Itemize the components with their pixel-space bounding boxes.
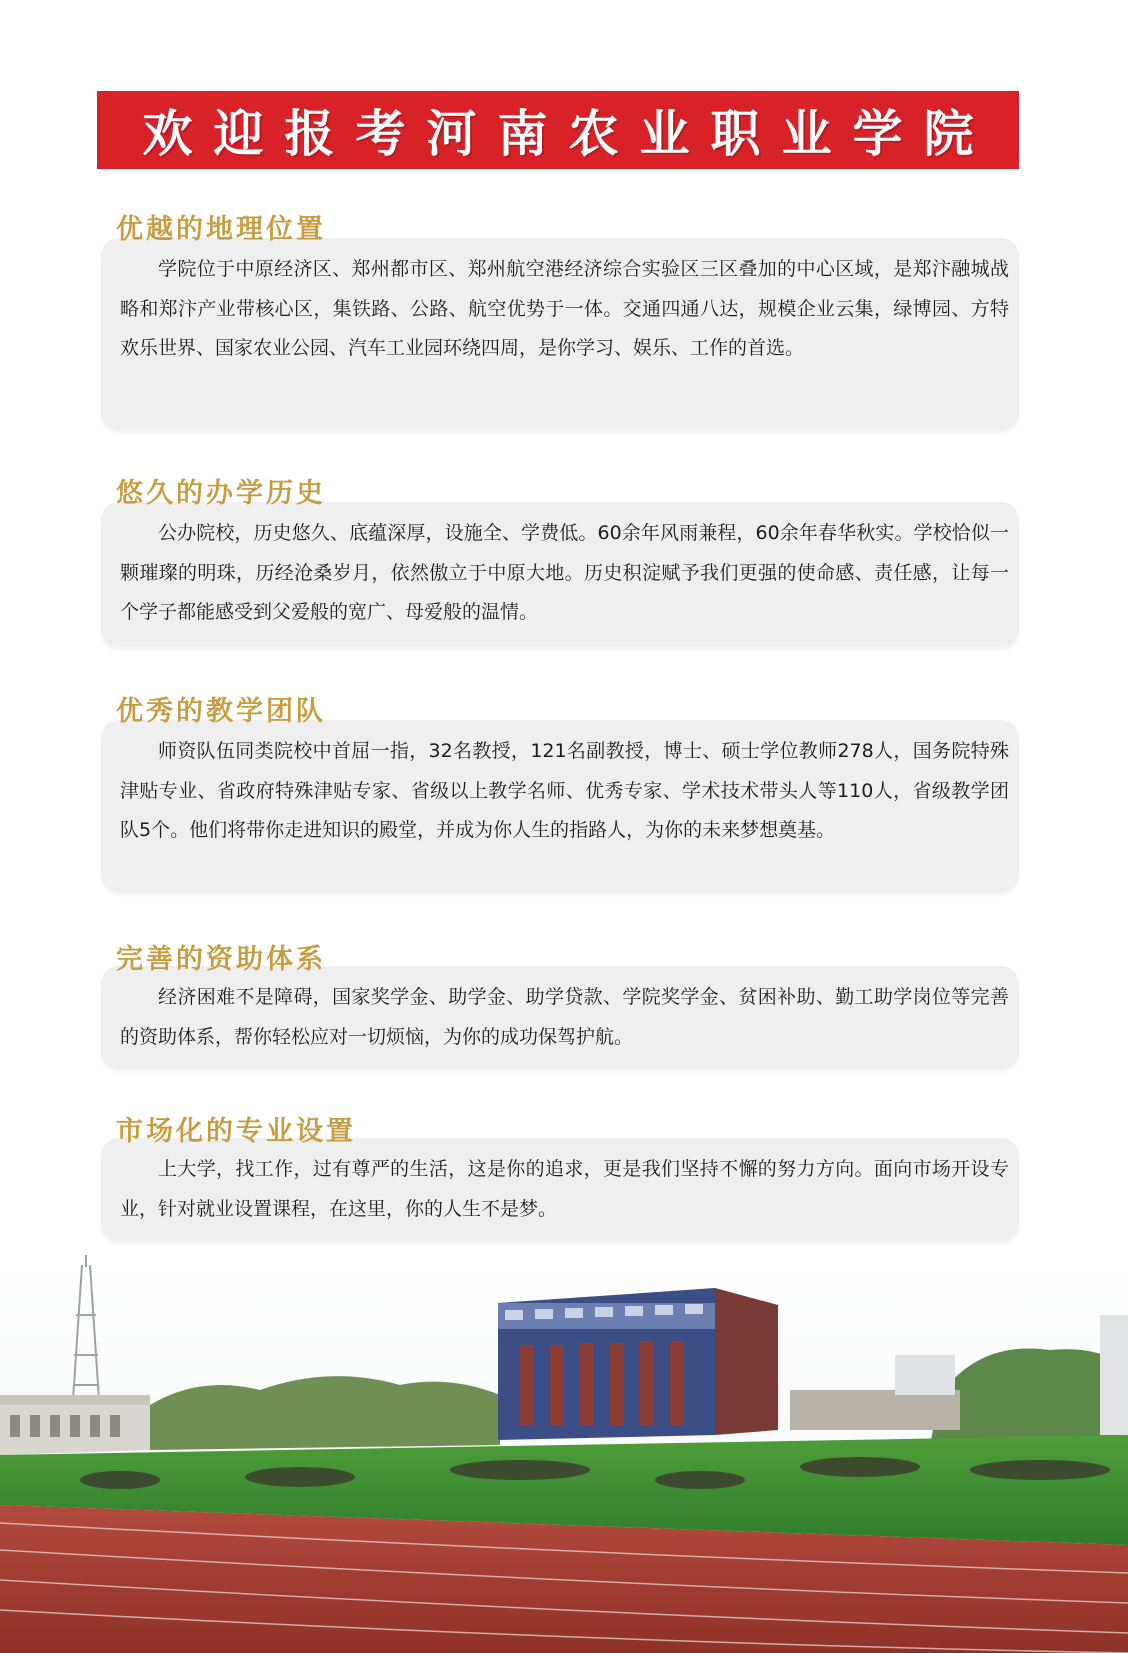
section-box <box>101 502 1019 647</box>
section-box <box>101 238 1019 430</box>
banner-title: 欢迎报考河南农业职业学院 <box>142 104 995 163</box>
campus-photo <box>0 1255 1128 1653</box>
left-building <box>0 1395 150 1455</box>
section-heading: 优秀的教学团队 <box>116 696 326 727</box>
section-heading: 悠久的办学历史 <box>116 478 326 509</box>
section-text: 师资队伍同类院校中首屈一指，32名教授，121名副教授，博士、硕士学位教师278人，国务院特殊津贴专业、省政府特殊津贴专家、省级以上教学名师、优秀专家、学术技术带头人等110人，省级教学团队5个。他们将带你走进知识的殿堂，并成为你人生的指路人，为你的未来梦想奠基。 <box>120 740 1009 841</box>
title-banner <box>97 91 1019 169</box>
section-text: 上大学，找工作，过有尊严的生活，这是你的追求，更是我们坚持不懈的努力方向。面向市场开设专业，针对就业设置课程，在这里，你的人生不是梦。 <box>120 1158 1009 1220</box>
section-text: 经济困难不是障碍，国家奖学金、助学金、助学贷款、学院奖学金、贫困补助、勤工助学岗位等完善的资助体系，帮你轻松应对一切烦恼，为你的成功保驾护航。 <box>120 986 1009 1048</box>
section-box <box>101 966 1019 1069</box>
section-heading: 完善的资助体系 <box>116 944 326 975</box>
section-text: 学院位于中原经济区、郑州都市区、郑州航空港经济综合实验区三区叠加的中心区域，是郑汴融城战略和郑汴产业带核心区，集铁路、公路、航空优势于一体。交通四通八达，规模企业云集，绿博园、方特欢乐世界、国家农业公园、汽车工业园环绕四周，是你学习、娱乐、工作的首选。 <box>120 258 1009 359</box>
section-box <box>101 720 1019 892</box>
section-box <box>101 1138 1019 1241</box>
main-building <box>498 1288 778 1440</box>
section-heading: 市场化的专业设置 <box>116 1116 356 1147</box>
section-heading: 优越的地理位置 <box>116 214 326 245</box>
section-text: 公办院校，历史悠久、底蕴深厚，设施全、学费低。60余年风雨兼程，60余年春华秋实。学校恰似一颗璀璨的明珠，历经沧桑岁月，依然傲立于中原大地。历史积淀赋予我们更强的使命感、责任感，让每一个学子都能感受到父爱般的宽广、母爱般的温情。 <box>120 522 1009 623</box>
